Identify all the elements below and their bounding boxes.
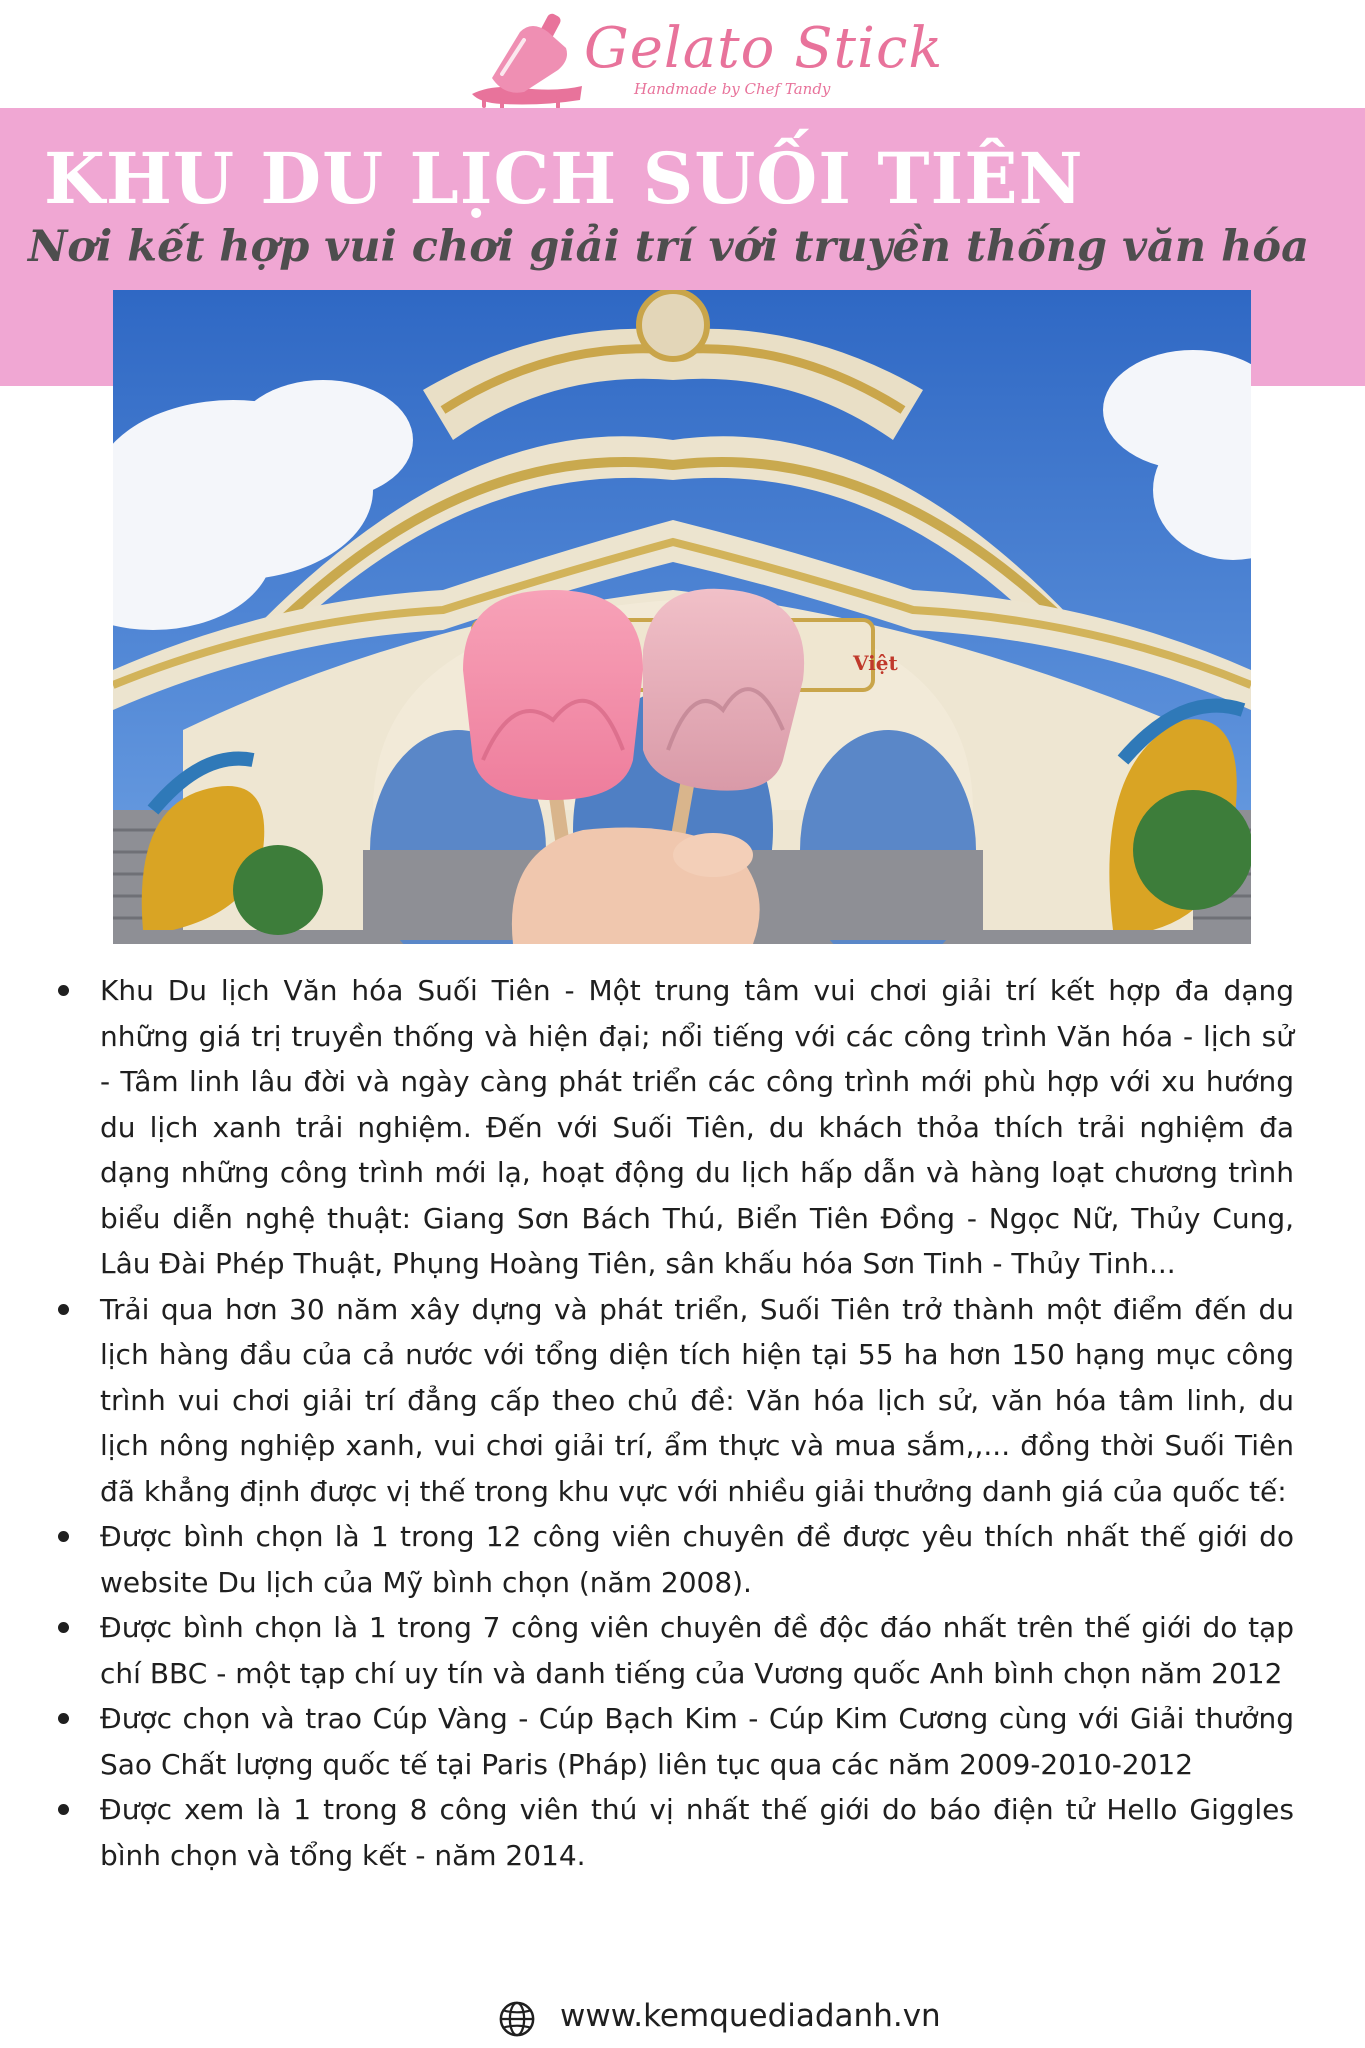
- list-item-text: Được bình chọn là 1 trong 12 công viên chuyên đề được yêu thích nhất thế giới do website Du lịch của Mỹ bình chọn (năm 2008).: [100, 1520, 1294, 1599]
- bullet-icon: [58, 985, 69, 996]
- website-link[interactable]: www.kemquediadanh.vn: [560, 1998, 941, 2034]
- list-item-text: Được chọn và trao Cúp Vàng - Cúp Bạch Kim - Cúp Kim Cương cùng với Giải thưởng Sao Chất lượng quốc tế tại Paris (Pháp) liên tục qua các năm 2009-2010-2012: [100, 1702, 1294, 1781]
- list-item-text: Trải qua hơn 30 năm xây dựng và phát triển, Suối Tiên trở thành một điểm đến du lịch hàng đầu của cả nước với tổng diện tích hiện tại 55 ha hơn 150 hạng mục công trình vui chơi giải trí đẳng cấp theo chủ đề: Văn hóa lịch sử, văn hóa tâm linh, du lịch nông nghiệp xanh, vui chơi giải trí, ẩm thực và mua sắm,,... đồng thời Suối Tiên đã khẳng định được vị thế trong khu vực với nhiều giải thưởng danh giá của quốc tế:: [100, 1292, 1294, 1508]
- brand-logo: [462, 8, 944, 108]
- brand-name: Gelato Stick: [584, 16, 944, 81]
- page-subtitle: Nơi kết hợp vui chơi giải trí với truyền thống văn hóa: [28, 222, 1309, 272]
- brand-tagline: Handmade by Chef Tandy: [634, 80, 831, 98]
- bullet-icon: [58, 1304, 69, 1315]
- list-item: [48, 1696, 1294, 1787]
- bullet-icon: [58, 1531, 69, 1542]
- bullet-icon: [58, 1713, 69, 1724]
- globe-icon: [498, 2000, 536, 2038]
- list-item: [48, 1514, 1294, 1605]
- list-item: [48, 1605, 1294, 1696]
- page-title: KHU DU LỊCH SUỐI TIÊN: [44, 137, 1084, 220]
- list-item-text: Được bình chọn là 1 trong 7 công viên chuyên đề độc đáo nhất trên thế giới do tạp chí BBC - một tạp chí uy tín và danh tiếng của Vương quốc Anh bình chọn năm 2012: [100, 1611, 1294, 1690]
- hero-photo: [113, 290, 1251, 944]
- footer: [498, 1996, 1018, 2040]
- bullet-list: [48, 968, 1294, 1878]
- list-item-text: Khu Du lịch Văn hóa Suối Tiên - Một trung tâm vui chơi giải trí kết hợp đa dạng những giá trị truyền thống và hiện đại; nổi tiếng với các công trình Văn hóa - lịch sử - Tâm linh lâu đời và ngày càng phát triển các công trình mới phù hợp với xu hướng du lịch xanh trải nghiệm. Đến với Suối Tiên, du khách thỏa thích trải nghiệm đa dạng những công trình mới lạ, hoạt động du lịch hấp dẫn và hàng loạt chương trình biểu diễn nghệ thuật: Giang Sơn Bách Thú, Biển Tiên Đồng - Ngọc Nữ, Thủy Cung, Lâu Đài Phép Thuật, Phụng Hoàng Tiên, sân khấu hóa Sơn Tinh - Thủy Tinh...: [100, 974, 1294, 1280]
- bullet-icon: [58, 1804, 69, 1815]
- list-item: [48, 968, 1294, 1287]
- gate-sign: Việt: [853, 651, 898, 675]
- popsicle-icon: [462, 8, 592, 108]
- body-content: [48, 968, 1294, 1878]
- list-item: [48, 1787, 1294, 1878]
- bullet-icon: [58, 1622, 69, 1633]
- list-item-text: Được xem là 1 trong 8 công viên thú vị nhất thế giới do báo điện tử Hello Giggles bình chọn và tổng kết - năm 2014.: [100, 1793, 1294, 1872]
- list-item: [48, 1287, 1294, 1515]
